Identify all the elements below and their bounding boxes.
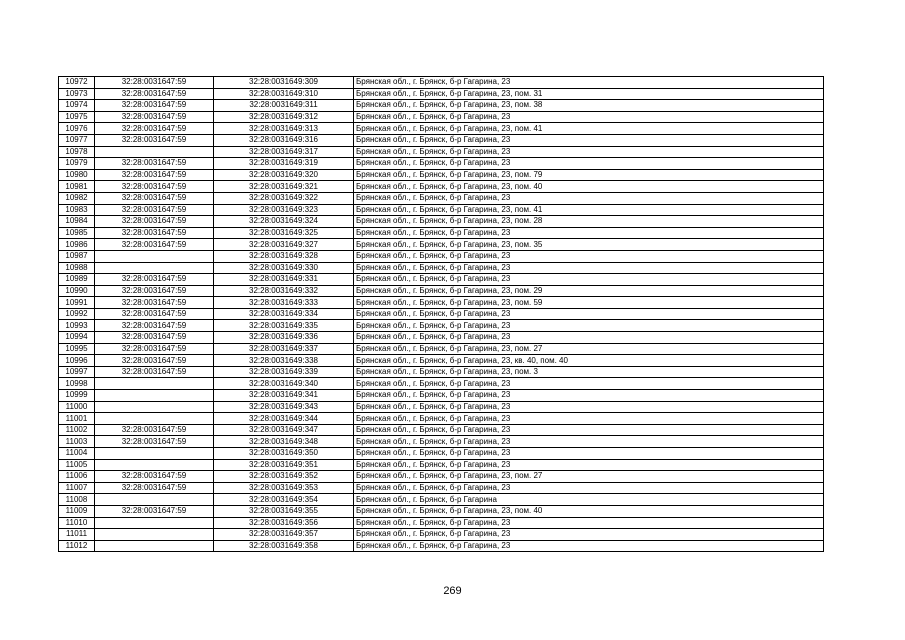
- parent-cadastral-cell: 32:28:0031647:59: [95, 320, 214, 332]
- address-cell: Брянская обл., г. Брянск, б-р Гагарина, 23: [354, 401, 824, 413]
- row-number-cell: 10998: [59, 378, 95, 390]
- address-cell: Брянская обл., г. Брянск, б-р Гагарина, 23: [354, 448, 824, 460]
- cadastral-number-cell: 32:28:0031649:321: [214, 181, 354, 193]
- parent-cadastral-cell: 32:28:0031647:59: [95, 285, 214, 297]
- cadastral-number-cell: 32:28:0031649:310: [214, 88, 354, 100]
- table-row: [59, 494, 824, 506]
- cadastral-number-cell: 32:28:0031649:323: [214, 204, 354, 216]
- address-cell: Брянская обл., г. Брянск, б-р Гагарина, 23, пом. 28: [354, 216, 824, 228]
- address-cell: Брянская обл., г. Брянск, б-р Гагарина, 23: [354, 390, 824, 402]
- parent-cadastral-cell: 32:28:0031647:59: [95, 482, 214, 494]
- row-number-cell: 10997: [59, 366, 95, 378]
- cadastral-number-cell: 32:28:0031649:347: [214, 424, 354, 436]
- cadastral-number-cell: 32:28:0031649:324: [214, 216, 354, 228]
- table-row: [59, 343, 824, 355]
- address-cell: Брянская обл., г. Брянск, б-р Гагарина, 23, пом. 27: [354, 471, 824, 483]
- table-row: [59, 123, 824, 135]
- parent-cadastral-cell: [95, 540, 214, 552]
- address-cell: Брянская обл., г. Брянск, б-р Гагарина, 23: [354, 540, 824, 552]
- table-row: [59, 88, 824, 100]
- address-cell: Брянская обл., г. Брянск, б-р Гагарина, 23: [354, 332, 824, 344]
- address-cell: Брянская обл., г. Брянск, б-р Гагарина, 23, кв. 40, пом. 40: [354, 355, 824, 367]
- table-row: [59, 169, 824, 181]
- table-row: [59, 239, 824, 251]
- table-row: [59, 227, 824, 239]
- parent-cadastral-cell: 32:28:0031647:59: [95, 424, 214, 436]
- table-row: [59, 540, 824, 552]
- table-row: [59, 285, 824, 297]
- parent-cadastral-cell: 32:28:0031647:59: [95, 216, 214, 228]
- parent-cadastral-cell: 32:28:0031647:59: [95, 239, 214, 251]
- table-row: [59, 204, 824, 216]
- table-row: [59, 332, 824, 344]
- address-cell: Брянская обл., г. Брянск, б-р Гагарина, 23: [354, 158, 824, 170]
- address-cell: Брянская обл., г. Брянск, б-р Гагарина, 23: [354, 529, 824, 541]
- row-number-cell: 10999: [59, 390, 95, 402]
- address-cell: Брянская обл., г. Брянск, б-р Гагарина, 23, пом. 40: [354, 181, 824, 193]
- address-cell: Брянская обл., г. Брянск, б-р Гагарина, 23, пом. 59: [354, 297, 824, 309]
- cadastral-number-cell: 32:28:0031649:317: [214, 146, 354, 158]
- cadastral-number-cell: 32:28:0031649:335: [214, 320, 354, 332]
- address-cell: Брянская обл., г. Брянск, б-р Гагарина, 23: [354, 192, 824, 204]
- cadastral-number-cell: 32:28:0031649:322: [214, 192, 354, 204]
- cadastral-number-cell: 32:28:0031649:353: [214, 482, 354, 494]
- cadastral-number-cell: 32:28:0031649:344: [214, 413, 354, 425]
- table-row: [59, 471, 824, 483]
- row-number-cell: 10993: [59, 320, 95, 332]
- row-number-cell: 11009: [59, 505, 95, 517]
- cadastral-number-cell: 32:28:0031649:355: [214, 505, 354, 517]
- cadastral-number-cell: 32:28:0031649:350: [214, 448, 354, 460]
- table-row: [59, 436, 824, 448]
- table-row: [59, 390, 824, 402]
- row-number-cell: 10991: [59, 297, 95, 309]
- row-number-cell: 10983: [59, 204, 95, 216]
- row-number-cell: 10979: [59, 158, 95, 170]
- table-row: [59, 308, 824, 320]
- parent-cadastral-cell: 32:28:0031647:59: [95, 204, 214, 216]
- cadastral-number-cell: 32:28:0031649:311: [214, 100, 354, 112]
- parent-cadastral-cell: [95, 262, 214, 274]
- table-row: [59, 111, 824, 123]
- address-cell: Брянская обл., г. Брянск, б-р Гагарина, 23, пом. 40: [354, 505, 824, 517]
- table-row: [59, 448, 824, 460]
- row-number-cell: 10977: [59, 134, 95, 146]
- cadastral-number-cell: 32:28:0031649:357: [214, 529, 354, 541]
- cadastral-number-cell: 32:28:0031649:319: [214, 158, 354, 170]
- table-row: [59, 77, 824, 89]
- parent-cadastral-cell: 32:28:0031647:59: [95, 308, 214, 320]
- table-row: [59, 366, 824, 378]
- parent-cadastral-cell: 32:28:0031647:59: [95, 355, 214, 367]
- row-number-cell: 10988: [59, 262, 95, 274]
- table-row: [59, 482, 824, 494]
- address-cell: Брянская обл., г. Брянск, б-р Гагарина, 23, пом. 31: [354, 88, 824, 100]
- cadastral-number-cell: 32:28:0031649:334: [214, 308, 354, 320]
- cadastral-number-cell: 32:28:0031649:351: [214, 459, 354, 471]
- address-cell: Брянская обл., г. Брянск, б-р Гагарина, 23: [354, 413, 824, 425]
- row-number-cell: 11010: [59, 517, 95, 529]
- row-number-cell: 11005: [59, 459, 95, 471]
- parent-cadastral-cell: 32:28:0031647:59: [95, 134, 214, 146]
- parent-cadastral-cell: 32:28:0031647:59: [95, 158, 214, 170]
- parent-cadastral-cell: [95, 459, 214, 471]
- parent-cadastral-cell: 32:28:0031647:59: [95, 274, 214, 286]
- cadastral-number-cell: 32:28:0031649:316: [214, 134, 354, 146]
- row-number-cell: 11004: [59, 448, 95, 460]
- table-row: [59, 192, 824, 204]
- registry-table-body: [59, 77, 824, 552]
- parent-cadastral-cell: [95, 413, 214, 425]
- address-cell: Брянская обл., г. Брянск, б-р Гагарина, 23: [354, 134, 824, 146]
- cadastral-number-cell: 32:28:0031649:340: [214, 378, 354, 390]
- parent-cadastral-cell: [95, 448, 214, 460]
- cadastral-number-cell: 32:28:0031649:352: [214, 471, 354, 483]
- table-row: [59, 413, 824, 425]
- parent-cadastral-cell: 32:28:0031647:59: [95, 111, 214, 123]
- cadastral-number-cell: 32:28:0031649:338: [214, 355, 354, 367]
- table-row: [59, 401, 824, 413]
- cadastral-number-cell: 32:28:0031649:337: [214, 343, 354, 355]
- cadastral-number-cell: 32:28:0031649:313: [214, 123, 354, 135]
- parent-cadastral-cell: 32:28:0031647:59: [95, 471, 214, 483]
- row-number-cell: 10976: [59, 123, 95, 135]
- address-cell: Брянская обл., г. Брянск, б-р Гагарина, 23: [354, 436, 824, 448]
- cadastral-number-cell: 32:28:0031649:336: [214, 332, 354, 344]
- row-number-cell: 10992: [59, 308, 95, 320]
- parent-cadastral-cell: 32:28:0031647:59: [95, 366, 214, 378]
- address-cell: Брянская обл., г. Брянск, б-р Гагарина, 23: [354, 459, 824, 471]
- parent-cadastral-cell: 32:28:0031647:59: [95, 169, 214, 181]
- row-number-cell: 11001: [59, 413, 95, 425]
- cadastral-number-cell: 32:28:0031649:328: [214, 250, 354, 262]
- parent-cadastral-cell: 32:28:0031647:59: [95, 100, 214, 112]
- cadastral-number-cell: 32:28:0031649:356: [214, 517, 354, 529]
- parent-cadastral-cell: [95, 494, 214, 506]
- address-cell: Брянская обл., г. Брянск, б-р Гагарина, 23: [354, 274, 824, 286]
- parent-cadastral-cell: 32:28:0031647:59: [95, 505, 214, 517]
- address-cell: Брянская обл., г. Брянск, б-р Гагарина, 23: [354, 320, 824, 332]
- parent-cadastral-cell: 32:28:0031647:59: [95, 192, 214, 204]
- address-cell: Брянская обл., г. Брянск, б-р Гагарина, 23, пом. 35: [354, 239, 824, 251]
- table-row: [59, 158, 824, 170]
- address-cell: Брянская обл., г. Брянск, б-р Гагарина, 23, пом. 41: [354, 204, 824, 216]
- table-row: [59, 459, 824, 471]
- table-row: [59, 355, 824, 367]
- address-cell: Брянская обл., г. Брянск, б-р Гагарина, 23: [354, 482, 824, 494]
- parent-cadastral-cell: [95, 378, 214, 390]
- parent-cadastral-cell: 32:28:0031647:59: [95, 181, 214, 193]
- table-row: [59, 505, 824, 517]
- row-number-cell: 10989: [59, 274, 95, 286]
- address-cell: Брянская обл., г. Брянск, б-р Гагарина, 23, пом. 29: [354, 285, 824, 297]
- address-cell: Брянская обл., г. Брянск, б-р Гагарина, 23: [354, 424, 824, 436]
- table-row: [59, 529, 824, 541]
- table-row: [59, 146, 824, 158]
- table-row: [59, 250, 824, 262]
- parent-cadastral-cell: [95, 517, 214, 529]
- parent-cadastral-cell: [95, 250, 214, 262]
- row-number-cell: 10996: [59, 355, 95, 367]
- cadastral-number-cell: 32:28:0031649:312: [214, 111, 354, 123]
- address-cell: Брянская обл., г. Брянск, б-р Гагарина, 23: [354, 111, 824, 123]
- table-row: [59, 378, 824, 390]
- row-number-cell: 10973: [59, 88, 95, 100]
- row-number-cell: 10974: [59, 100, 95, 112]
- address-cell: Брянская обл., г. Брянск, б-р Гагарина, 23: [354, 262, 824, 274]
- row-number-cell: 11002: [59, 424, 95, 436]
- cadastral-number-cell: 32:28:0031649:309: [214, 77, 354, 89]
- table-row: [59, 216, 824, 228]
- parent-cadastral-cell: [95, 146, 214, 158]
- row-number-cell: 10986: [59, 239, 95, 251]
- address-cell: Брянская обл., г. Брянск, б-р Гагарина, 23, пом. 27: [354, 343, 824, 355]
- row-number-cell: 11008: [59, 494, 95, 506]
- row-number-cell: 11012: [59, 540, 95, 552]
- table-row: [59, 100, 824, 112]
- parent-cadastral-cell: 32:28:0031647:59: [95, 77, 214, 89]
- table-row: [59, 262, 824, 274]
- address-cell: Брянская обл., г. Брянск, б-р Гагарина, 23, пом. 79: [354, 169, 824, 181]
- row-number-cell: 11000: [59, 401, 95, 413]
- cadastral-number-cell: 32:28:0031649:333: [214, 297, 354, 309]
- parent-cadastral-cell: [95, 390, 214, 402]
- table-row: [59, 181, 824, 193]
- address-cell: Брянская обл., г. Брянск, б-р Гагарина, 23: [354, 77, 824, 89]
- address-cell: Брянская обл., г. Брянск, б-р Гагарина, 23: [354, 146, 824, 158]
- row-number-cell: 11011: [59, 529, 95, 541]
- row-number-cell: 10987: [59, 250, 95, 262]
- address-cell: Брянская обл., г. Брянск, б-р Гагарина: [354, 494, 824, 506]
- row-number-cell: 10984: [59, 216, 95, 228]
- row-number-cell: 10994: [59, 332, 95, 344]
- parent-cadastral-cell: 32:28:0031647:59: [95, 297, 214, 309]
- row-number-cell: 10975: [59, 111, 95, 123]
- address-cell: Брянская обл., г. Брянск, б-р Гагарина, 23: [354, 227, 824, 239]
- parent-cadastral-cell: [95, 529, 214, 541]
- cadastral-number-cell: 32:28:0031649:331: [214, 274, 354, 286]
- row-number-cell: 10978: [59, 146, 95, 158]
- address-cell: Брянская обл., г. Брянск, б-р Гагарина, 23, пом. 3: [354, 366, 824, 378]
- parent-cadastral-cell: 32:28:0031647:59: [95, 227, 214, 239]
- cadastral-number-cell: 32:28:0031649:354: [214, 494, 354, 506]
- address-cell: Брянская обл., г. Брянск, б-р Гагарина, 23: [354, 378, 824, 390]
- row-number-cell: 10990: [59, 285, 95, 297]
- cadastral-number-cell: 32:28:0031649:343: [214, 401, 354, 413]
- cadastral-number-cell: 32:28:0031649:348: [214, 436, 354, 448]
- row-number-cell: 10982: [59, 192, 95, 204]
- cadastral-number-cell: 32:28:0031649:358: [214, 540, 354, 552]
- page-number: 269: [443, 585, 462, 597]
- parent-cadastral-cell: 32:28:0031647:59: [95, 88, 214, 100]
- row-number-cell: 11007: [59, 482, 95, 494]
- cadastral-number-cell: 32:28:0031649:341: [214, 390, 354, 402]
- cadastral-number-cell: 32:28:0031649:339: [214, 366, 354, 378]
- table-row: [59, 424, 824, 436]
- row-number-cell: 10981: [59, 181, 95, 193]
- parent-cadastral-cell: 32:28:0031647:59: [95, 332, 214, 344]
- table-row: [59, 517, 824, 529]
- address-cell: Брянская обл., г. Брянск, б-р Гагарина, 23, пом. 38: [354, 100, 824, 112]
- cadastral-number-cell: 32:28:0031649:320: [214, 169, 354, 181]
- cadastral-number-cell: 32:28:0031649:332: [214, 285, 354, 297]
- table-row: [59, 134, 824, 146]
- cadastral-number-cell: 32:28:0031649:327: [214, 239, 354, 251]
- parent-cadastral-cell: 32:28:0031647:59: [95, 436, 214, 448]
- parent-cadastral-cell: 32:28:0031647:59: [95, 123, 214, 135]
- row-number-cell: 11006: [59, 471, 95, 483]
- address-cell: Брянская обл., г. Брянск, б-р Гагарина, 23, пом. 41: [354, 123, 824, 135]
- row-number-cell: 10995: [59, 343, 95, 355]
- row-number-cell: 10972: [59, 77, 95, 89]
- parent-cadastral-cell: 32:28:0031647:59: [95, 343, 214, 355]
- table-row: [59, 274, 824, 286]
- row-number-cell: 10985: [59, 227, 95, 239]
- cadastral-number-cell: 32:28:0031649:325: [214, 227, 354, 239]
- address-cell: Брянская обл., г. Брянск, б-р Гагарина, 23: [354, 308, 824, 320]
- address-cell: Брянская обл., г. Брянск, б-р Гагарина, 23: [354, 517, 824, 529]
- row-number-cell: 10980: [59, 169, 95, 181]
- cadastral-number-cell: 32:28:0031649:330: [214, 262, 354, 274]
- table-row: [59, 297, 824, 309]
- address-cell: Брянская обл., г. Брянск, б-р Гагарина, 23: [354, 250, 824, 262]
- cadastral-registry-table: [58, 76, 824, 552]
- parent-cadastral-cell: [95, 401, 214, 413]
- row-number-cell: 11003: [59, 436, 95, 448]
- table-row: [59, 320, 824, 332]
